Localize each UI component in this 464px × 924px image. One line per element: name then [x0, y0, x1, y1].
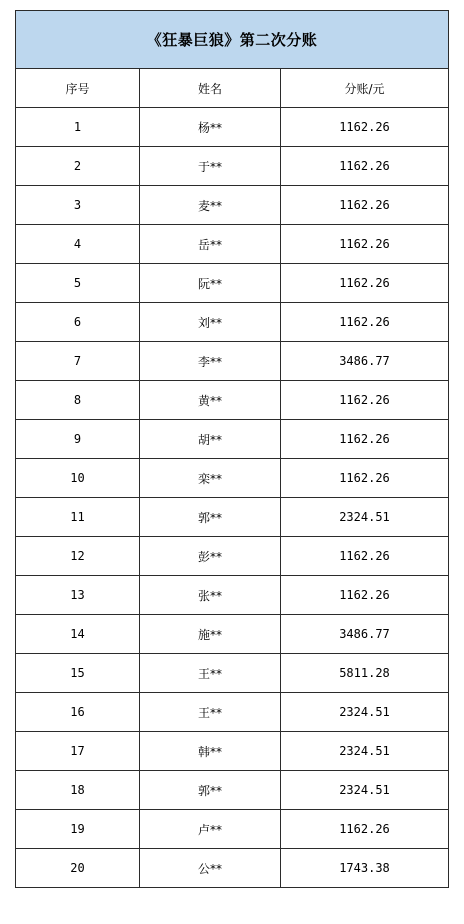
- row-name: 于**: [140, 147, 281, 186]
- row-amount: 1162.26: [281, 264, 449, 303]
- row-no: 1: [16, 108, 140, 147]
- row-amount: 3486.77: [281, 342, 449, 381]
- row-name: 黄**: [140, 381, 281, 420]
- row-name: 卢**: [140, 810, 281, 849]
- table-row: [16, 537, 449, 576]
- table-row: [16, 615, 449, 654]
- table-row: [16, 810, 449, 849]
- table-row: [16, 186, 449, 225]
- row-no: 16: [16, 693, 140, 732]
- row-no: 11: [16, 498, 140, 537]
- header-name: 姓名: [140, 69, 281, 108]
- row-no: 3: [16, 186, 140, 225]
- row-name: 施**: [140, 615, 281, 654]
- row-name: 王**: [140, 654, 281, 693]
- row-amount: 2324.51: [281, 771, 449, 810]
- row-name: 胡**: [140, 420, 281, 459]
- table-row: [16, 264, 449, 303]
- row-no: 20: [16, 849, 140, 888]
- row-no: 12: [16, 537, 140, 576]
- table-row: [16, 771, 449, 810]
- row-name: 公**: [140, 849, 281, 888]
- table-row: [16, 693, 449, 732]
- row-amount: 5811.28: [281, 654, 449, 693]
- row-name: 杨**: [140, 108, 281, 147]
- table-title: 《狂暴巨狼》第二次分账: [16, 11, 449, 69]
- row-amount: 2324.51: [281, 693, 449, 732]
- header-row: [16, 69, 449, 108]
- row-name: 郭**: [140, 771, 281, 810]
- table-row: [16, 849, 449, 888]
- row-amount: 1743.38: [281, 849, 449, 888]
- row-amount: 1162.26: [281, 459, 449, 498]
- row-no: 9: [16, 420, 140, 459]
- table-row: [16, 225, 449, 264]
- row-amount: 1162.26: [281, 420, 449, 459]
- row-name: 栾**: [140, 459, 281, 498]
- row-name: 刘**: [140, 303, 281, 342]
- table-row: [16, 303, 449, 342]
- row-amount: 2324.51: [281, 732, 449, 771]
- row-name: 麦**: [140, 186, 281, 225]
- row-amount: 1162.26: [281, 147, 449, 186]
- row-no: 15: [16, 654, 140, 693]
- table-row: [16, 147, 449, 186]
- row-amount: 3486.77: [281, 615, 449, 654]
- row-no: 2: [16, 147, 140, 186]
- table-row: [16, 108, 449, 147]
- row-name: 李**: [140, 342, 281, 381]
- row-amount: 2324.51: [281, 498, 449, 537]
- row-amount: 1162.26: [281, 303, 449, 342]
- row-no: 14: [16, 615, 140, 654]
- table-row: [16, 342, 449, 381]
- table-row: [16, 576, 449, 615]
- row-no: 17: [16, 732, 140, 771]
- row-no: 7: [16, 342, 140, 381]
- table-row: [16, 459, 449, 498]
- table-row: [16, 381, 449, 420]
- row-amount: 1162.26: [281, 225, 449, 264]
- row-name: 王**: [140, 693, 281, 732]
- row-amount: 1162.26: [281, 810, 449, 849]
- distribution-sheet: [15, 10, 448, 888]
- row-no: 13: [16, 576, 140, 615]
- table-body: [16, 108, 449, 888]
- row-name: 彭**: [140, 537, 281, 576]
- table-row: [16, 732, 449, 771]
- distribution-table: [15, 10, 449, 888]
- row-no: 6: [16, 303, 140, 342]
- row-amount: 1162.26: [281, 537, 449, 576]
- row-no: 5: [16, 264, 140, 303]
- row-no: 10: [16, 459, 140, 498]
- header-amount: 分账/元: [281, 69, 449, 108]
- row-no: 18: [16, 771, 140, 810]
- row-name: 岳**: [140, 225, 281, 264]
- table-row: [16, 654, 449, 693]
- row-no: 19: [16, 810, 140, 849]
- row-no: 8: [16, 381, 140, 420]
- table-row: [16, 498, 449, 537]
- row-name: 阮**: [140, 264, 281, 303]
- row-amount: 1162.26: [281, 108, 449, 147]
- row-amount: 1162.26: [281, 381, 449, 420]
- row-name: 郭**: [140, 498, 281, 537]
- table-row: [16, 420, 449, 459]
- row-amount: 1162.26: [281, 186, 449, 225]
- title-row: [16, 11, 449, 69]
- header-no: 序号: [16, 69, 140, 108]
- row-name: 韩**: [140, 732, 281, 771]
- row-no: 4: [16, 225, 140, 264]
- row-amount: 1162.26: [281, 576, 449, 615]
- row-name: 张**: [140, 576, 281, 615]
